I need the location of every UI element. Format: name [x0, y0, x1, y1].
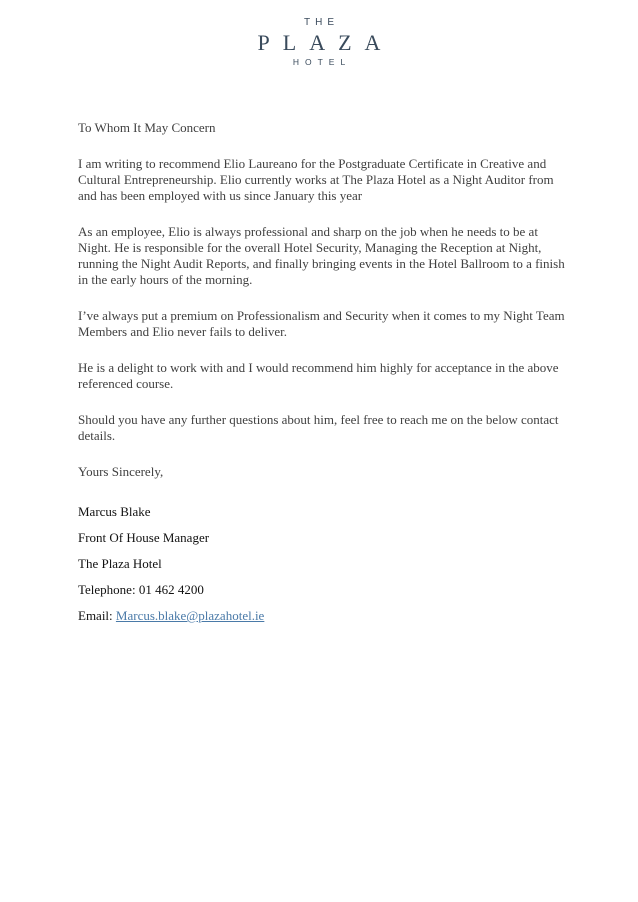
signature-email-line	[78, 608, 568, 624]
logo-line-the: THE	[304, 17, 339, 28]
logo-line-hotel: HOTEL	[292, 57, 352, 67]
paragraph-professionalism: I’ve always put a premium on Professionalism and Security when it comes to my Night Team Members and Elio never fails to deliver.	[78, 308, 565, 339]
hotel-logo	[0, 16, 638, 68]
signature-name: Marcus Blake	[78, 504, 151, 519]
paragraph-responsibilities: As an employee, Elio is always professional and sharp on the job when he needs to be at Night. He is responsible for the overall Hotel Security, Managing the Reception at Night, running the Night Audit Reports, and finally bringing events in the Hotel Ballroom to a finish in the early hours of the morning.	[78, 224, 565, 287]
email-link[interactable]: Marcus.blake@plazahotel.ie	[115, 608, 265, 623]
signature-telephone: Telephone: 01 462 4200	[78, 582, 204, 597]
signature-title: Front Of House Manager	[78, 530, 210, 545]
paragraph-contact: Should you have any further questions about him, feel free to reach me on the below contact details.	[78, 412, 559, 443]
logo-line-plaza: PLAZA	[257, 30, 394, 55]
letter-body	[78, 120, 568, 634]
salutation: To Whom It May Concern	[78, 120, 216, 135]
paragraph-recommendation: I am writing to recommend Elio Laureano for the Postgraduate Certificate in Creative and Cultural Entrepreneurship. Elio currently works at The Plaza Hotel as a Night Auditor from and has been employed with us since January this year	[78, 156, 554, 203]
signature-company: The Plaza Hotel	[78, 556, 162, 571]
paragraph-endorsement: He is a delight to work with and I would recommend him highly for acceptance in the above referenced course.	[78, 360, 559, 391]
email-label: Email:	[78, 608, 116, 623]
closing: Yours Sincerely,	[78, 464, 164, 479]
